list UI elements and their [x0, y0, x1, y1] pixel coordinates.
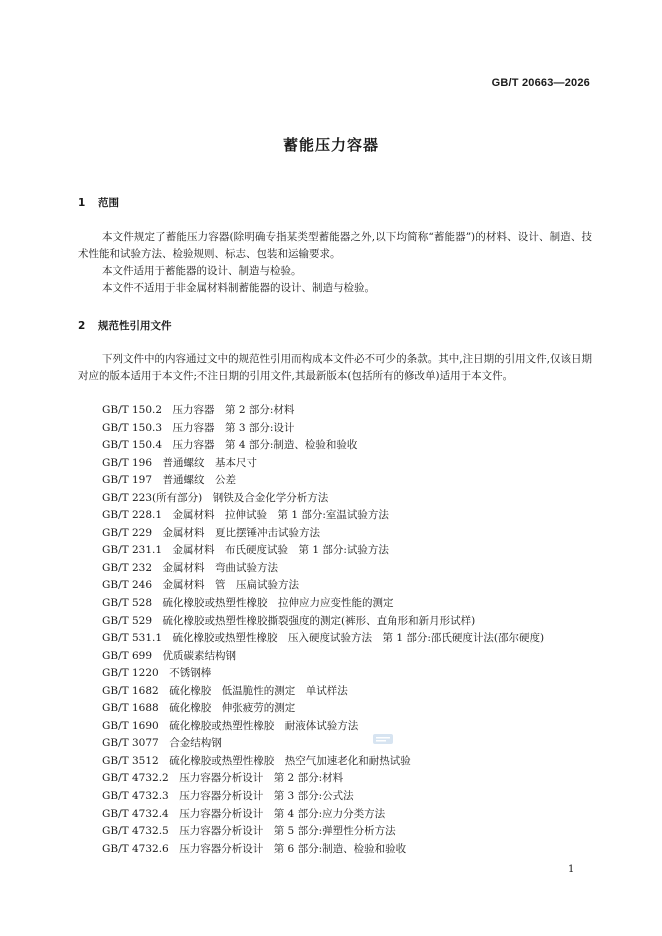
page-number: 1: [568, 864, 575, 875]
reference-item: GB/T 3077 合金结构钢: [102, 737, 222, 750]
reference-item: GB/T 528 硫化橡胶或热塑性橡胶 拉伸应力应变性能的测定: [102, 597, 394, 610]
section-1-title: 范围: [98, 197, 119, 209]
section-1-paragraph-exclusion: 本文件不适用于非金属材料制蓄能器的设计、制造与检验。: [102, 282, 375, 294]
section-1-heading: [78, 195, 119, 210]
reference-item: GB/T 1690 硫化橡胶或热塑性橡胶 耐液体试验方法: [102, 719, 359, 732]
section-1-paragraph-applicability: 本文件适用于蓄能器的设计、制造与检验。: [102, 265, 302, 277]
reference-item: GB/T 1682 硫化橡胶 低温脆性的测定 单试样法: [102, 684, 348, 697]
reference-item: GB/T 150.4 压力容器 第 4 部分:制造、检验和验收: [102, 439, 358, 452]
reference-item: GB/T 3512 硫化橡胶或热塑性橡胶 热空气加速老化和耐热试验: [102, 754, 411, 767]
reference-item: GB/T 246 金属材料 管 压扁试验方法: [102, 579, 300, 592]
section-2-number: 2: [78, 320, 86, 332]
reference-item: GB/T 4732.5 压力容器分析设计 第 5 部分:弹塑性分析方法: [102, 825, 396, 838]
reference-item: GB/T 1220 不锈钢棒: [102, 667, 212, 680]
document-title: 蓄能压力容器: [282, 136, 379, 154]
reference-item: GB/T 197 普通螺纹 公差: [102, 474, 237, 487]
reference-item: GB/T 4732.4 压力容器分析设计 第 4 部分:应力分类方法: [102, 807, 386, 820]
reference-item: GB/T 150.3 压力容器 第 3 部分:设计: [102, 421, 295, 434]
section-1-number: 1: [78, 197, 86, 209]
reference-item: GB/T 699 优质碳素结构钢: [102, 649, 237, 662]
section-2-intro: 下列文件中的内容通过文中的规范性引用而构成本文件必不可少的条款。其中,注日期的引用文件,仅该日期对应的版本适用于本文件;不注日期的引用文件,其最新版本(包括所有的修改单)适用于本文件。: [78, 353, 592, 382]
section-2-title: 规范性引用文件: [98, 320, 172, 332]
reference-item: GB/T 1688 硫化橡胶 伸张疲劳的测定: [102, 702, 296, 715]
reference-item: GB/T 231.1 金属材料 布氏硬度试验 第 1 部分:试验方法: [102, 544, 389, 557]
watermark-logo-icon: [372, 732, 394, 746]
section-1-paragraph-scope: 本文件规定了蓄能压力容器(除明确专指某类型蓄能器之外,以下均简称“蓄能器”)的材料、设计、制造、技术性能和试验方法、检验规则、标志、包装和运输要求。: [78, 231, 592, 260]
reference-item: GB/T 196 普通螺纹 基本尺寸: [102, 456, 258, 469]
reference-list: [102, 402, 544, 858]
reference-item: GB/T 232 金属材料 弯曲试验方法: [102, 561, 279, 574]
reference-item: GB/T 4732.6 压力容器分析设计 第 6 部分:制造、检验和验收: [102, 842, 407, 855]
section-2-heading: [78, 318, 172, 333]
reference-item: GB/T 4732.3 压力容器分析设计 第 3 部分:公式法: [102, 790, 354, 803]
reference-item: GB/T 150.2 压力容器 第 2 部分:材料: [102, 404, 295, 416]
reference-item: GB/T 4732.2 压力容器分析设计 第 2 部分:材料: [102, 772, 344, 785]
reference-item: GB/T 223(所有部分) 钢铁及合金化学分析方法: [102, 491, 329, 504]
reference-item: GB/T 531.1 硫化橡胶或热塑性橡胶 压入硬度试验方法 第 1 部分:邵氏硬度计法(邵尔硬度): [102, 632, 545, 645]
reference-item: GB/T 529 硫化橡胶或热塑性橡胶撕裂强度的测定(裤形、直角形和新月形试样): [102, 614, 476, 627]
standard-code: GB/T 20663—2026: [491, 77, 590, 89]
reference-item: GB/T 228.1 金属材料 拉伸试验 第 1 部分:室温试验方法: [102, 509, 389, 522]
reference-item: GB/T 229 金属材料 夏比摆锤冲击试验方法: [102, 526, 321, 539]
